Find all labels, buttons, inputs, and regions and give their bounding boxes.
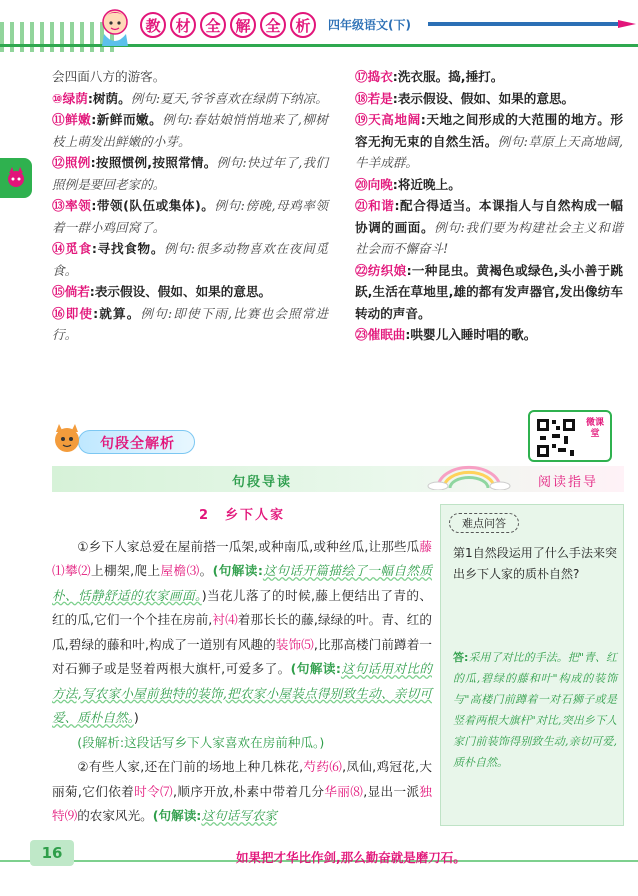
vocab-highlight: 独特⑼ <box>52 783 433 823</box>
vocab-example: 例句:春姑娘悄悄地来了,柳树枝上萌发出鲜嫩的小芽。 <box>52 112 329 149</box>
vocab-def: :按照惯例,按照常情。 <box>90 155 217 170</box>
qa-question: 第1自然段运用了什么手法来突出乡下人家的质朴自然? <box>453 546 617 581</box>
vocab-entry <box>52 281 328 303</box>
vocab-def: :寻找食物。 <box>91 241 165 256</box>
reading-passage <box>52 504 432 829</box>
vocab-def: :带领(队伍或集体)。 <box>91 198 215 213</box>
vocab-highlight: 屋檐⑶ <box>160 563 200 578</box>
vocab-example: 例句:我们要为构建社会主义和谐社会而不懈奋斗! <box>355 219 623 256</box>
vocab-term: ⑲天高地阔 <box>355 112 421 127</box>
vocab-entry <box>355 324 623 346</box>
vocab-def: :就算。 <box>93 305 141 321</box>
vocab-term: ㉒纺织娘 <box>355 262 407 278</box>
vocab-example: 例句:傍晚,母鸡率领着一群小鸡回窝了。 <box>52 198 328 235</box>
vocab-def: :表示假设、假如、如果的意思。 <box>392 90 575 106</box>
text-span: ) <box>133 710 139 725</box>
vocab-term: ㉓催眠曲 <box>355 327 406 342</box>
vocab-entry <box>355 260 623 325</box>
vocab-entry <box>52 303 328 346</box>
vocab-term: ㉑和谐 <box>355 198 395 213</box>
vocab-term: ⑩绿荫 <box>52 90 88 106</box>
answer-label: 答: <box>453 651 469 664</box>
vocab-entry <box>52 238 328 281</box>
rainbow-icon <box>424 464 514 490</box>
vocab-term: ⑳向晚 <box>355 176 393 192</box>
reading-subheader <box>52 466 624 492</box>
vocab-def: :洗衣服。捣,捶打。 <box>392 69 504 84</box>
grade-label: 四年级语文(下) <box>328 18 411 32</box>
vocab-example: 例句:很多动物喜欢在夜间觅食。 <box>52 241 328 278</box>
subhead-guide: 句段导读 <box>232 475 293 490</box>
title-char: 材 <box>170 12 196 38</box>
text-span: ,凤仙,鸡冠花,大丽菊,它们依着 <box>52 759 433 799</box>
vocab-def: :配合得适当。本课指人与自然构成一幅协调的画面。 <box>355 198 623 235</box>
vocab-highlight: 装饰⑸ <box>275 636 314 652</box>
vocab-term: ⑯即使 <box>52 305 94 321</box>
section-banner <box>50 424 195 454</box>
text-span: ②有些人家,还在门前的场地上种几株花, <box>77 759 304 774</box>
vocab-term: ⑱若是 <box>355 90 393 106</box>
side-tab <box>0 158 32 198</box>
qr-code-panel[interactable] <box>528 410 612 462</box>
note-label: (句解读: <box>212 563 263 578</box>
answer-text: 采用了对比的手法。把"青、红的瓜,碧绿的藤和叶"构成的装饰与"高楼门前蹲着一对石狮子或是竖着两根大旗杆"对比,突出乡下人家门前装饰得别致生动,亲切可爱,质朴自然。 <box>453 651 617 769</box>
cartoon-girl-icon <box>92 4 138 48</box>
vocab-example: 例句:夏天,爷爷喜欢在绿荫下纳凉。 <box>130 90 328 106</box>
vocab-entry <box>355 195 623 260</box>
note-body: 这句话用对比的方法,写农家小屋前独特的装饰,把农家小屋装点得别致生动、亲切可爱、质朴自然。 <box>52 661 432 725</box>
vocab-def: :天地之间形成的大范围的地方。形容无拘无束的自然生活。 <box>355 112 624 149</box>
vocab-def: :一种昆虫。黄褐色或绿色,头小善于跳跃,生活在草地里,雄的都有发声器官,发出像纺车转动的声音。 <box>355 262 623 321</box>
vocab-entry <box>52 66 328 88</box>
vocab-highlight: 藤⑴攀⑵ <box>52 538 432 578</box>
vocab-entry <box>355 174 623 196</box>
footer-motto: 如果把才华比作剑,那么勤奋就是磨刀石。 <box>236 850 466 865</box>
text-span: 着那长长的藤,绿绿的叶。青、红的瓜,碧绿的藤和叶,构成了一道别有风趣的 <box>52 612 433 652</box>
note-body: 这句话开篇描绘了一幅自然质朴、恬静舒适的农家画面。 <box>52 563 433 603</box>
paragraph-analysis: (段解析:这段话写乡下人家喜欢在房前种瓜。) <box>77 734 325 750</box>
text-span: ,顺序开放,朴素中带着几分 <box>173 783 325 799</box>
vocab-def: :哄婴儿入睡时唱的歌。 <box>405 327 537 342</box>
vocab-def: :树荫。 <box>87 90 131 106</box>
vocab-example: 例句:快过年了,我们照例是要回老家的。 <box>52 155 329 192</box>
vocab-term: ⑬率领 <box>52 198 92 213</box>
qr-code-icon <box>536 418 576 458</box>
vocab-term: ⑪鲜嫩 <box>52 112 92 127</box>
title-char: 教 <box>140 12 166 38</box>
title-char: 全 <box>260 12 286 38</box>
section-title: 句段全解析 <box>100 436 175 452</box>
text-span: ,显出一派 <box>363 783 420 799</box>
vocab-term: ⑭觅食 <box>52 241 92 256</box>
note-label: (句解读: <box>290 661 341 676</box>
subhead-reading-guide: 阅读指导 <box>538 475 599 490</box>
text-span: )当花儿落了的时候,藤上便结出了青的、红的瓜,它们一个个挂在房前, <box>52 587 432 627</box>
vocab-def: :新鲜而嫩。 <box>91 112 163 127</box>
vocab-def: :表示假设、假如、如果的意思。 <box>89 284 272 299</box>
title-char: 解 <box>230 12 256 38</box>
note-body: 这句话写农家 <box>201 808 277 823</box>
text-span: 上棚架,爬上 <box>91 563 161 578</box>
qa-title: 难点问答 <box>449 513 519 533</box>
vocab-entry <box>355 66 623 88</box>
title-char: 全 <box>200 12 226 38</box>
pen-icon <box>428 18 638 30</box>
fox-mascot-icon <box>5 167 27 189</box>
page-header <box>0 0 638 62</box>
vocab-entry <box>52 109 328 152</box>
vocab-entry <box>355 109 623 174</box>
text-span: 的农家风光。 <box>77 808 153 823</box>
vocab-entry <box>52 152 328 195</box>
qr-label: 微课堂 <box>585 418 604 439</box>
vocab-term: ⑫照例 <box>52 155 91 170</box>
vocab-def: :将近晚上。 <box>392 176 461 192</box>
vocab-term: ⑰捣衣 <box>355 69 393 84</box>
difficulty-qa-box <box>440 504 624 826</box>
vocab-highlight: 衬⑷ <box>212 612 238 627</box>
text-span: ①乡下人家总爱在屋前搭一瓜架,或种南瓜,或种丝瓜,让那些瓜 <box>77 538 420 554</box>
text-span: ,比那高楼门前蹲着一对石狮子或是竖着两根大旗杆,可爱多了。 <box>52 636 433 676</box>
vocab-entry <box>52 88 328 110</box>
book-title <box>140 12 316 38</box>
vocab-def: 会四面八方的游客。 <box>52 69 166 84</box>
paragraph-2 <box>52 755 432 829</box>
vocab-column-left <box>52 66 328 346</box>
qa-answer <box>453 647 617 773</box>
vocab-column-right <box>355 66 623 346</box>
vocab-entry <box>52 195 328 238</box>
vocab-entry <box>355 88 623 110</box>
note-label: (句解读: <box>152 808 202 823</box>
vocab-highlight: 时令⑺ <box>134 783 174 799</box>
text-span: 。 <box>199 563 213 578</box>
vocab-example: 例句:即使下雨,比赛也会照常进行。 <box>52 305 329 342</box>
paragraph-1 <box>52 535 432 731</box>
vocab-highlight: 芍药⑹ <box>303 759 343 774</box>
page-number: 16 <box>30 840 74 866</box>
vocab-term: ⑮倘若 <box>52 284 90 299</box>
lesson-title: 2 乡下人家 <box>198 508 286 523</box>
vocab-example: 例句:草原上天高地阔,牛羊成群。 <box>355 133 623 170</box>
title-char: 析 <box>290 12 316 38</box>
mascot-icon <box>50 424 84 456</box>
vocab-highlight: 华丽⑻ <box>324 783 364 799</box>
